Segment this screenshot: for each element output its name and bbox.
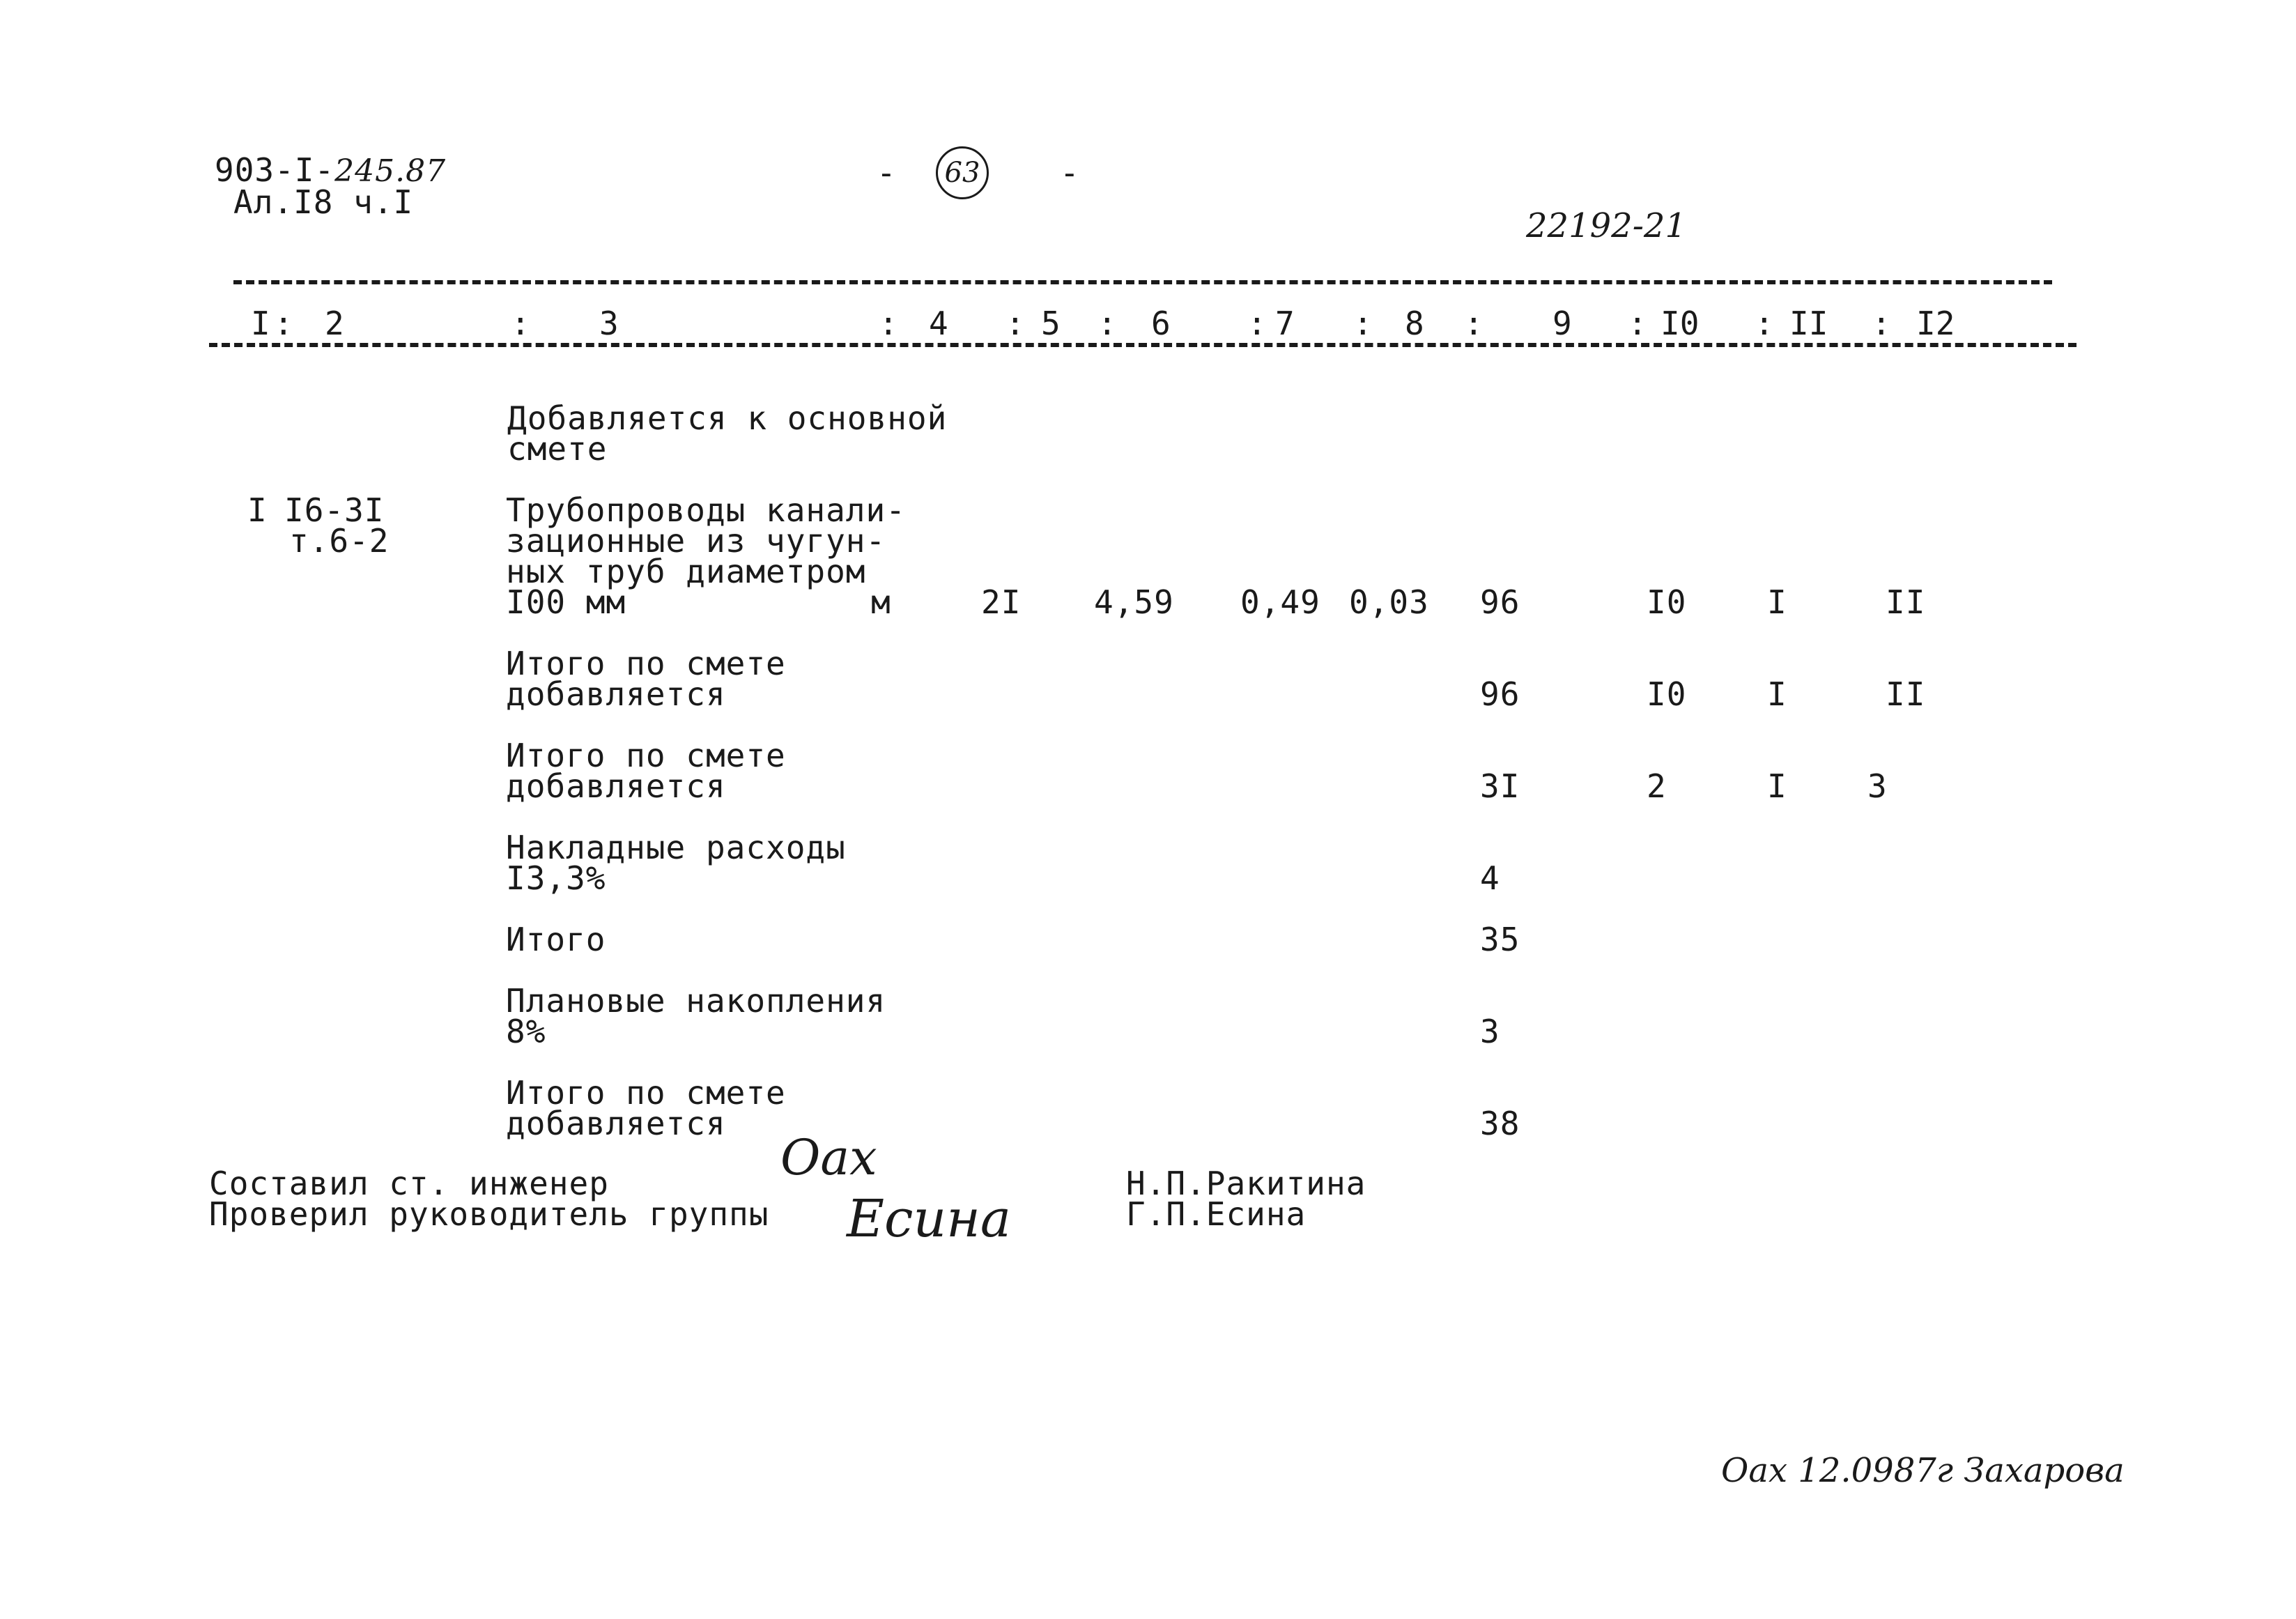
column-4: 4: [929, 305, 948, 342]
item-code: I6-3I: [284, 491, 385, 529]
column-10: I0: [1661, 305, 1700, 342]
reference-number: 22192-21: [1526, 206, 1686, 245]
planned-savings-label-line: 8%: [506, 1013, 546, 1050]
signature-labels: [209, 1165, 769, 1233]
planned-savings-label: [506, 982, 886, 1050]
column-separator: :: [1006, 305, 1025, 342]
column-separator: :: [1464, 305, 1484, 342]
page-number-circle: [936, 146, 989, 199]
summary-label-line: Итого по смете: [506, 737, 786, 774]
footer-handwritten-note: Оах 12.0987г Захарова: [1721, 1451, 2125, 1490]
column-1: I: [251, 305, 270, 342]
summary-col10: I0: [1647, 675, 1687, 713]
item-name-line: зационные из чугун-: [506, 522, 886, 560]
overhead-label-line: I3,3%: [506, 859, 606, 897]
column-12: I2: [1916, 305, 1955, 342]
signature-1: Оах: [780, 1129, 877, 1186]
document-code: [215, 151, 447, 189]
document-code-handwritten: 245.87: [334, 153, 447, 189]
summary-col9: 96: [1480, 675, 1520, 713]
planned-savings-label-line: Плановые накопления: [506, 982, 886, 1020]
column-separator: :: [274, 305, 293, 342]
summary-col12: 3: [1867, 767, 1888, 805]
final-total-col9: 38: [1480, 1105, 1520, 1142]
item-code-table: т.6-2: [289, 522, 390, 560]
summary-label: [506, 645, 786, 713]
item-col12: II: [1886, 583, 1926, 621]
summary-col11: I: [1767, 767, 1787, 805]
compiled-by-label: Составил ст. инженер: [209, 1165, 609, 1202]
item-col9: 96: [1480, 583, 1520, 621]
total-label-line: Итого: [506, 921, 606, 958]
column-separator: :: [1872, 305, 1891, 342]
total-label: [506, 921, 606, 958]
column-separator: :: [1353, 305, 1373, 342]
column-7: 7: [1275, 305, 1295, 342]
intro-line: Добавляется к основной: [507, 399, 948, 437]
item-name-line: ных труб диаметром: [506, 553, 866, 590]
final-total-label: [506, 1074, 786, 1142]
header-rule-bottom: [209, 343, 2077, 347]
item-col10: I0: [1647, 583, 1687, 621]
column-5: 5: [1041, 305, 1061, 342]
signature-names: [1126, 1165, 1366, 1233]
summary-label: [506, 737, 786, 805]
overhead-label: [506, 829, 846, 897]
checked-by-label: Проверил руководитель группы: [209, 1195, 769, 1233]
page-number: 63: [944, 157, 980, 189]
column-8: 8: [1405, 305, 1424, 342]
item-name-line: Трубопроводы канали-: [506, 491, 906, 529]
column-2: 2: [325, 305, 344, 342]
summary-label-line: Итого по смете: [506, 645, 786, 682]
item-name-line: I00 мм: [506, 583, 626, 621]
item-number: I: [247, 491, 268, 529]
intro-line: смете: [507, 430, 608, 468]
summary-col11: I: [1767, 675, 1787, 713]
final-total-label-line: добавляется: [506, 1105, 726, 1142]
summary-label-line: добавляется: [506, 675, 726, 713]
checked-by-name: Г.П.Есина: [1126, 1195, 1307, 1233]
compiled-by-name: Н.П.Ракитина: [1126, 1165, 1366, 1202]
item-col7: 0,49: [1240, 583, 1320, 621]
item-quantity: 2I: [981, 583, 1022, 621]
column-separator: :: [1628, 305, 1647, 342]
document-code-printed: 903-I-: [215, 151, 335, 189]
album-label: Ал.I8 ч.I: [233, 183, 414, 221]
signature-2: Есина: [847, 1189, 1011, 1249]
column-separator: :: [1755, 305, 1774, 342]
overhead-label-line: Накладные расходы: [506, 829, 846, 866]
summary-label-line: добавляется: [506, 767, 726, 805]
total-col9: 35: [1480, 921, 1520, 958]
header-rule-top: [233, 280, 2052, 284]
summary-col12: II: [1886, 675, 1926, 713]
item-col11: I: [1767, 583, 1787, 621]
item-unit: м: [871, 583, 891, 621]
item-name: [506, 491, 906, 621]
column-separator: :: [511, 305, 530, 342]
page-marker-left: -: [877, 154, 897, 192]
column-3: 3: [599, 305, 619, 342]
intro-text: [507, 399, 948, 468]
page-marker-right: -: [1060, 154, 1080, 192]
final-total-label-line: Итого по смете: [506, 1074, 786, 1112]
column-6: 6: [1151, 305, 1171, 342]
column-separator: :: [879, 305, 898, 342]
column-separator: :: [1247, 305, 1267, 342]
planned-savings-col9: 3: [1480, 1013, 1500, 1050]
column-11: II: [1789, 305, 1828, 342]
item-col8: 0,03: [1349, 583, 1429, 621]
item-unit-price: 4,59: [1094, 583, 1174, 621]
column-separator: :: [1097, 305, 1117, 342]
summary-col10: 2: [1647, 767, 1667, 805]
overhead-col9: 4: [1480, 859, 1500, 897]
column-9: 9: [1553, 305, 1572, 342]
summary-col9: 3I: [1480, 767, 1520, 805]
